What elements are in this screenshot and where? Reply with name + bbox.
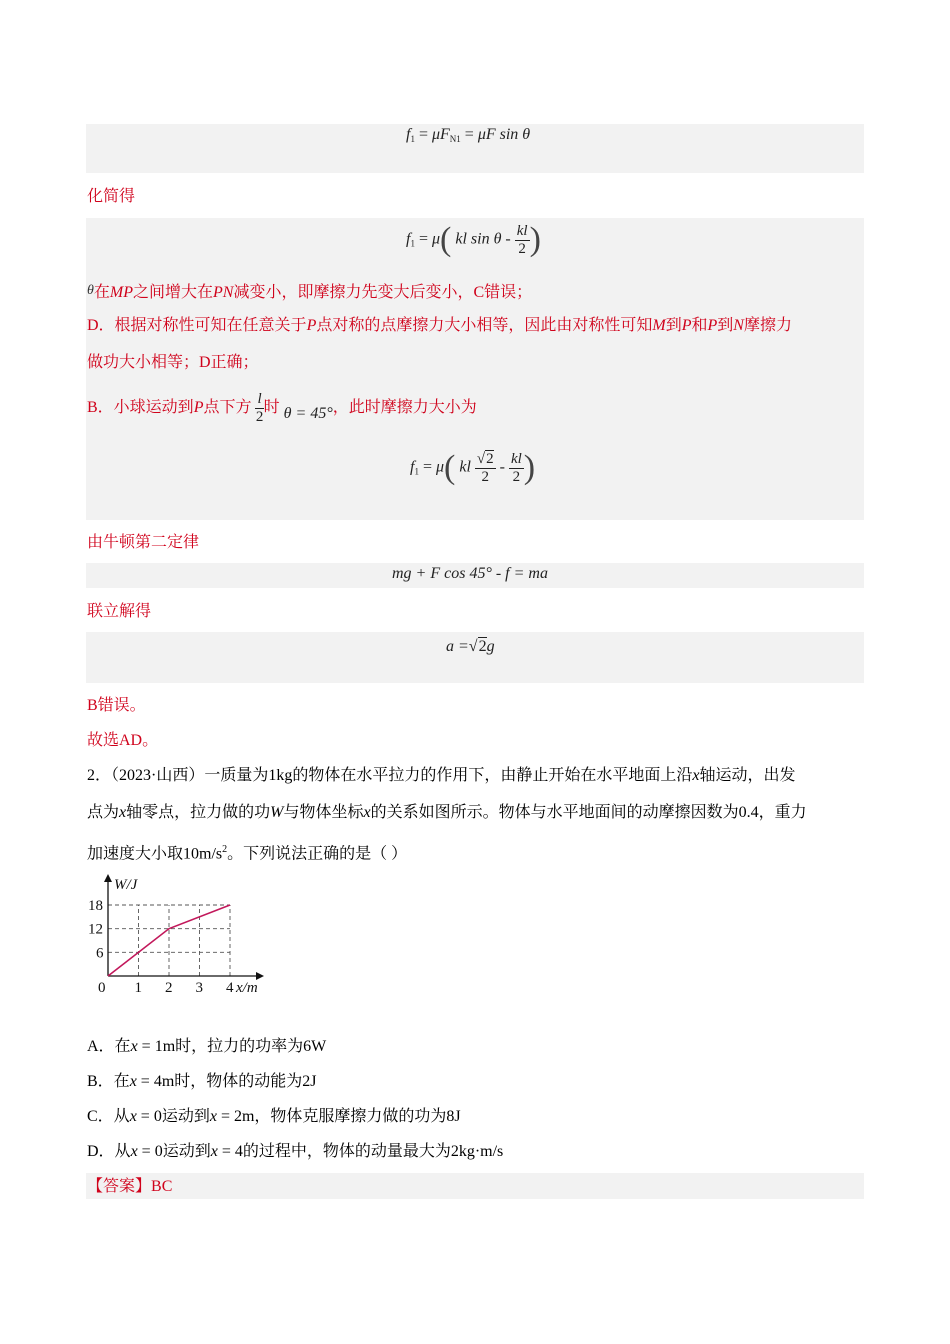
equation-5: a =√2g bbox=[446, 638, 495, 655]
y-axis-label: W/J bbox=[114, 877, 138, 893]
option-a: A．在x = 1m时，拉力的功率为6W bbox=[87, 1038, 327, 1055]
answer: 【答案】BC bbox=[87, 1178, 173, 1195]
option-d: D．从x = 0运动到x = 4的过程中，物体的动量最大为2kg·m/s bbox=[87, 1143, 504, 1160]
simplify-text: 化简得 bbox=[87, 188, 136, 205]
equation-4: mg + F cos 45° - f = ma bbox=[392, 565, 548, 582]
question-2-line-1: 2．（2023·山西）一质量为1kg的物体在水平拉力的作用下，由静止开始在水平地面上沿x轴运动，出发 bbox=[87, 767, 796, 784]
option-c: C．从x = 0运动到x = 2m，物体克服摩擦力做的功为8J bbox=[87, 1108, 461, 1125]
question-2-line-3: 加速度大小取$10m/s^2$。下列说法正确的是（ ） bbox=[87, 844, 408, 863]
solve-text: 联立解得 bbox=[87, 603, 152, 620]
option-d-explanation-1: D．根据对称性可知在任意关于P点对称的点摩擦力大小相等，因此由对称性可知M到P和P到N摩擦力 bbox=[87, 317, 792, 334]
choose-text: 故选AD。 bbox=[87, 732, 159, 749]
x-axis-arrow-icon bbox=[256, 972, 264, 980]
chart-grid bbox=[108, 905, 230, 976]
x-tick-label-1: 1 bbox=[134, 980, 142, 996]
x-tick-label-0: 0 bbox=[98, 980, 106, 996]
x-tick-label-3: 3 bbox=[195, 980, 203, 996]
y-tick-label-18: 18 bbox=[88, 898, 103, 914]
y-tick-label-12: 12 bbox=[88, 921, 103, 938]
theta-explanation: θ在MP之间增大在PN减变小，即摩擦力先变大后变小，C错误； bbox=[87, 283, 533, 301]
y-axis-arrow-icon bbox=[104, 874, 112, 882]
newton-text: 由牛顿第二定律 bbox=[87, 534, 200, 551]
x-tick-labels bbox=[98, 980, 234, 996]
y-tick-labels bbox=[88, 898, 104, 961]
option-b-explanation: B．小球运动到P点下方 $\frac{l}{2}$ 时 θ = 45°，此时摩擦力大小为 bbox=[87, 390, 477, 425]
answer-block bbox=[86, 1173, 864, 1199]
option-b: B．在x = 4m时，物体的动能为2J bbox=[87, 1073, 317, 1090]
equation-3: $f_1 = \mu$( kl $\frac{√2}{2}$ - $\frac{kl}{2}$ ) bbox=[410, 449, 536, 486]
equation-2: $f_1 = \mu$( kl sin θ - $\frac{kl}{2}$ ) bbox=[406, 221, 541, 258]
b-wrong-text: B错误。 bbox=[87, 697, 146, 714]
x-tick-label-4: 4 bbox=[226, 980, 234, 996]
equation-1: $f_1 = \mu F_{N1} = \mu F$ sin θ bbox=[406, 126, 531, 144]
x-tick-label-2: 2 bbox=[165, 980, 173, 996]
question-2-line-2: 点为x轴零点，拉力做的功W与物体坐标x的关系如图所示。物体与水平地面间的动摩擦因数为0.4，重力 bbox=[87, 804, 807, 821]
option-d-explanation-2: 做功大小相等；D正确； bbox=[87, 354, 259, 371]
x-axis-label: x/m bbox=[236, 980, 258, 996]
work-position-chart bbox=[86, 872, 276, 1000]
y-tick-label-6: 6 bbox=[96, 945, 104, 962]
